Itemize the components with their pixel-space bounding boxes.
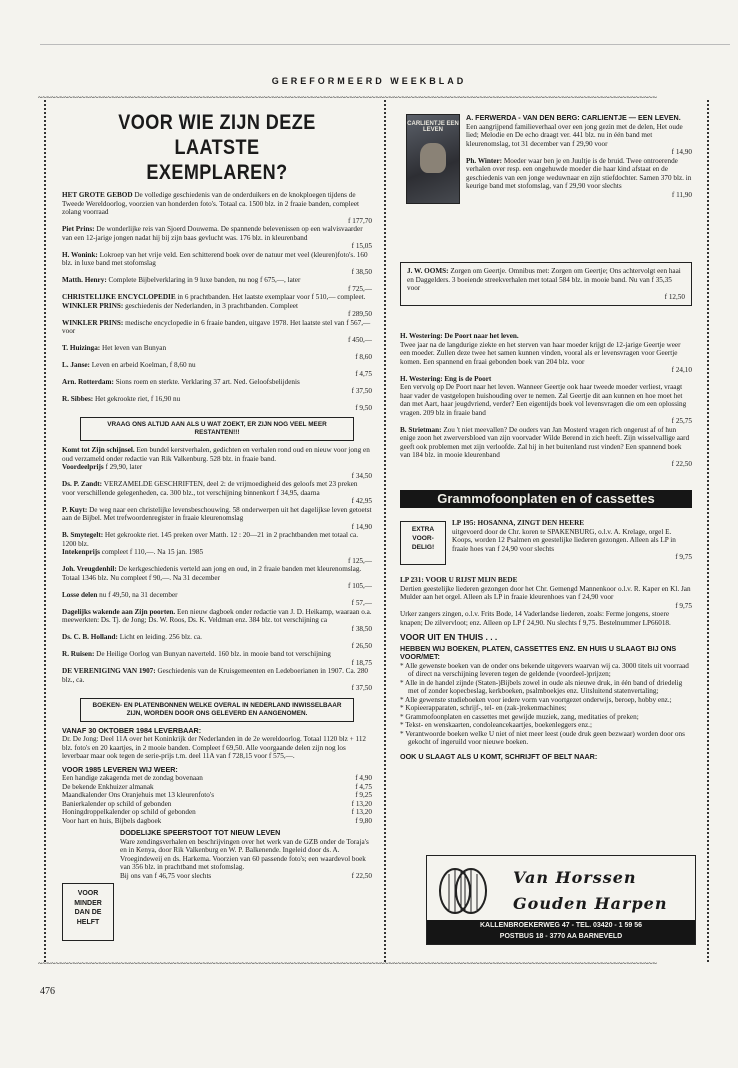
entry-price: f 37,50 xyxy=(351,386,372,395)
lp195-heading: LP 195: HOSANNA, ZINGT DEN HEERE xyxy=(452,519,585,527)
dodelijke-price: f 22,50 xyxy=(351,871,372,880)
voor1985-list xyxy=(62,774,372,825)
catalog-entry: Piet Prins: De wonderlijke reis van Sjoerd Douwema. De spannende belevenissen op een walvisvaarder van een 12-jarige jongen nadat hij bij zijn baas gevlucht was. 176 blz. in kleurenband xyxy=(62,225,363,242)
ferwerda-text: Een aangrijpend familieverhaal over een jong gezin met de delen, Het oude lied; Melodie en De echo draagt ver. 441 blz. nu in één band met kleurenomslag, tot 31 december van f 29,90 voor xyxy=(466,122,683,148)
service-bullet: * Grammofoonplaten en cassettes met gewijde muziek, zang, meditaties of preken; xyxy=(400,712,639,721)
right-border xyxy=(707,100,709,962)
ferwerda-price: f 14,90 xyxy=(671,148,692,156)
entry-price: f 14,90 xyxy=(351,522,372,531)
left-column xyxy=(62,112,372,880)
calendar-item: Een handige zakagenda met de zondag bovenaan f 4,90 xyxy=(62,774,372,782)
left-entries-2 xyxy=(62,446,372,693)
entry-price: f 4,75 xyxy=(355,369,372,378)
entry-price: f 34,50 xyxy=(351,471,372,480)
service-bullet: * Alle in de handel zijnde (Staten-)Bijbels zowel in oude als nieuwe druk, in één band of driedelig met of zonder kopecbeslag, kerkboeken, psalmboekjes enz. Uitsluitend statenvertaling; xyxy=(400,678,683,695)
ooms-text: Zorgen om Geertje. Omnibus met: Zorgen om Geertje; Ons achtervolgt een haai en Daggelders. 3 boeiende streekverhalen met totaal 584 blz. in mooie band. Nu van f 35,35 voor xyxy=(407,267,681,292)
service-bullet: * Verantwoorde boeken welke U niet of niet meer leest (oude druk geen bezwaar) worden door ons gekocht of ingeruild voor nieuwe boeken. xyxy=(400,729,685,746)
catalog-entry: P. Kuyt: De weg naar een christelijke levensbeschouwing. 58 onderwerpen uit het dagelijkse leven getoetst aan de Bijbel. Met trefwoordenregister in fraaie kleurenomslag xyxy=(62,505,372,522)
hebben-heading: HEBBEN WIJ BOEKEN, PLATEN, CASSETTES ENZ. EN HUIS U SLAAGT BIJ ONS VOOR/MET: xyxy=(400,643,677,661)
catalog-entry: Dagelijks wakende aan Zijn poorten. Een nieuw dagboek onder redactie van J. D. Heikamp, waaraan o.a. meewerkten: Ds. Tj. de Jong; Ds. W. Roos, Ds. K. Veldman enz. 384 blz. tot verschijning ca xyxy=(62,607,372,624)
lp195-text: uitgevoerd door de Chr. koren te SPAKENBURG, o.l.v. A. Krelage, orgel E. Koops, worden 12 Psalmen en geestelijke liederen gezongen. Alleen als LP in fraaie hoes van f 24,90 voor slechts xyxy=(452,527,676,553)
catalog-entry: Intekenprijs compleet f 110,—. Na 15 jan. 1985 xyxy=(62,548,204,556)
lp231-text: Dertien geestelijke liederen gezongen door het Chr. Gemengd Mannenkoor o.l.v. R. Kaper en Kl. Jan Mulder aan het orgel. Alleen als LP in fraaie kleurenhoes van f 24,90 voor xyxy=(400,584,691,601)
catalog-entry: Joh. Vreugdenhil: De kerkgeschiedenis verteld aan jong en oud, in 2 fraaie banden met kleurenomslag. Totaal 1346 blz. Nu compleet f 90,—. Na 31 december xyxy=(62,565,362,582)
cover-title: CARLIENTJE EEN LEVEN xyxy=(407,121,459,133)
catalog-entry: WINKLER PRINS: medische encyclopedie in 6 fraaie banden, uitgave 1978. Het laatste stel van f 567,— voor xyxy=(62,318,371,335)
entry-price: f 15,05 xyxy=(351,242,372,250)
westering2-price: f 25,75 xyxy=(671,417,692,425)
catalog-entry: Voordeelprijs f 29,90, later xyxy=(62,463,143,471)
ook-heading: OOK U SLAAGT ALS U KOMT, SCHRIJFT OF BELT NAAR: xyxy=(400,751,598,761)
urker-text: Urker zangers zingen, o.l.v. Frits Bode, 14 Vaderlandse liederen, zoals: Ferme jongens, stoere knapen; De zilvervloot; enz. Alleen op LP f 24,90. Nu slechts f 9,75. Bestelnummer LP66018. xyxy=(400,610,671,627)
catalog-entry: R. Sibbes: Het gekrookte riet, f 16,90 nu xyxy=(62,395,181,403)
service-bullet: * Alle gewenste boeken van de onder ons bekende uitgevers waarvan wij ca. 3000 titels uit voorraad of direct na verschijning leveren tegen de geldende (voordeel-)prijzen; xyxy=(400,661,689,678)
entry-price: f 42,95 xyxy=(351,497,372,505)
shop-logo-box xyxy=(426,855,696,945)
winter-price: f 11,90 xyxy=(671,190,692,199)
calendar-item: Honingdroppelkalender op schild of gebonden f 13,20 xyxy=(62,808,372,816)
lp231-price: f 9,75 xyxy=(675,601,692,610)
calendar-item: Voor hart en huis, Bijbels dagboek f 9,80 xyxy=(62,816,372,825)
column-divider xyxy=(384,100,386,962)
entry-price: f 37,50 xyxy=(351,684,372,692)
harp-icon xyxy=(435,864,491,922)
strietman-name: B. Strietman: xyxy=(400,425,442,434)
ooms-box xyxy=(400,262,692,306)
vanaf-heading: VANAF 30 OKTOBER 1984 LEVERBAAR: xyxy=(62,725,202,735)
records-block xyxy=(400,576,692,761)
ooms-price: f 12,50 xyxy=(664,292,685,301)
dodelijke-price-row xyxy=(120,872,372,881)
catalog-entry: DE VERENIGING VAN 1907: Geschiedenis van de Kruisgemeenten en Ledeboerianen in 1907. Ca. 280 blz., ca. xyxy=(62,667,369,684)
service-bullet: * Alle gewenste studieboeken voor iedere vorm van voortgezet onderwijs, beroep, hobby enz.; xyxy=(400,695,672,704)
page-number: 476 xyxy=(40,986,55,997)
entry-price: f 8,60 xyxy=(355,352,372,361)
winter-text: Ph. Winter: Moeder waar ben je en Juultje is de bruid. Twee ontroerende verhalen over resp. een ongehuwde moeder die haar kind afstaat en de geschiedenis van een jonge weduwnaar en zijn stiefdochter. Samen 370 blz. in keurige band met stofomslag, van f 29,90 voor slechts xyxy=(466,156,692,190)
bottom-border: ~~~~~~~~~~~~~~~~~~~~~~~~~~~~~~~~~~~~~~~~~~~~~~~~~~~~~~~~~~~~~~~~~~~~~~~~~~~~~~~~~~~~~~~~~~~~~~~~~~~~~~~~~~~~~~~~~~~~~~~~~~~~~~~~~~~~~~~~~~~~~~~ xyxy=(38,960,657,967)
lp195-price: f 9,75 xyxy=(675,553,692,561)
dodelijke-price-text: Bij ons van f 46,75 voor slechts xyxy=(120,871,212,880)
top-rule xyxy=(40,44,730,45)
lp231-heading: LP 231: VOOR U RIJST MIJN BEDE xyxy=(400,576,518,584)
ferwerda-block xyxy=(466,114,692,199)
calendar-item: De bekende Enkhuizer almanak f 4,75 xyxy=(62,782,372,791)
catalog-entry: H. Wonink: Lokroep van het vrije veld. Een schitterend boek over de natuur met veel (kleuren)foto's. 160 blz. in luxe band met stofomslag xyxy=(62,250,368,267)
voor-uit-heading: VOOR UIT EN THUIS . . . xyxy=(400,632,498,642)
dodelijke-block xyxy=(120,829,372,880)
entry-price: f 450,— xyxy=(348,335,372,344)
notice-restanten: VRAAG ONS ALTIJD AAN ALS U WAT ZOEKT, ER ZIJN NOG VEEL MEER RESTANTEN!!! xyxy=(80,417,354,441)
catalog-entry: L. Janse: Leven en arbeid Koelman, f 8,60 nu xyxy=(62,361,196,369)
entry-price: f 125,— xyxy=(348,556,372,565)
calendar-item: Banierkalender op schild of gebonden f 13,20 xyxy=(62,799,372,808)
book-cover-image xyxy=(406,114,460,204)
catalog-entry: Matth. Henry: Complete Bijbelverklaring in 9 luxe banden, nu nog f 675,—, later xyxy=(62,276,301,284)
entry-price: f 38,50 xyxy=(351,267,372,276)
logo-name-1: Van Horssen xyxy=(513,868,637,887)
notice-bonnen: BOEKEN- EN PLATENBONNEN WELKE OVERAL IN NEDERLAND INWISSELBAAR ZIJN, WORDEN DOOR ONS GELEVERD EN AANGENOMEN. xyxy=(80,698,354,722)
vanaf-text: Dr. De Jong: Deel 11A over het Koninkrijk der Nederlanden in de 2e wereldoorlog. Totaal 1120 blz + 112 blz. foto's en 20 kaartjes, in 2 mooie banden. Compleet f 69,50. Alle voorgaande delen zijn nog los leverbaar maar ook tegen de serie-prijs t.m. deel 11A van f 728,15 voor f 575,—. xyxy=(62,735,367,760)
catalog-entry: WINKLER PRINS: geschiedenis der Nederlanden, in 3 prachtbanden. Compleet xyxy=(62,301,298,310)
left-entries xyxy=(62,191,372,412)
catalog-entry: T. Huizinga: Het leven van Bunyan xyxy=(62,344,167,352)
catalog-entry: Ds. C. B. Holland: Licht en leiding. 256 blz. ca. xyxy=(62,633,202,641)
westering-block xyxy=(400,332,692,468)
entry-price: f 38,50 xyxy=(351,624,372,633)
catalog-entry: HET GROTE GEBOD De volledige geschiedenis van de onderduikers en de knokploegen tijdens de Tweede Wereldoorlog, voorzien van honderden foto's. Totaal ca. 1500 blz. in 2 fraaie banden, compleet zolang voorraad xyxy=(62,191,360,216)
ooms-heading: J. W. OOMS: xyxy=(407,267,449,275)
dodelijke-heading: DODELIJKE SPEERSTOOT TOT NIEUW LEVEN xyxy=(120,828,281,837)
catalog-entry: Komt tot Zijn schijnsel. Een bundel kerstverhalen, gedichten en verhalen rond oud en nieuw voor jong en oud verzameld onder redactie van Rik Valkenburg. 528 blz. in fraaie band. xyxy=(62,446,370,463)
services-list xyxy=(400,662,692,747)
westering2-heading: H. Westering: Eng is de Poort xyxy=(400,374,492,383)
catalog-entry: Arn. Rotterdam: Sions roem en sterkte. Verklaring 37 art. Ned. Geloofsbelijdenis xyxy=(62,378,300,386)
headline: VOOR WIE ZIJN DEZE LAATSTE EXEMPLAREN? xyxy=(118,111,316,184)
left-border xyxy=(44,100,46,962)
catalog-entry: Ds. P. Zandt: VERZAMELDE GESCHRIFTEN, deel 2: de vrijmoedigheid des geloofs met 23 preken voor verschillende gelegenheden, ca. 300 blz., tot verschijning binnenkort f 34,95, daarna xyxy=(62,480,358,497)
entry-price: f 105,— xyxy=(348,582,372,590)
westering1-heading: H. Westering: De Poort naar het leven. xyxy=(400,332,519,340)
voor-minder-box: VOOR MINDER DAN DE HELFT xyxy=(62,883,114,941)
service-bullet: * Kopieerapparaten, schrijf-, tel- en (zak-)rekenmachines; xyxy=(400,704,567,712)
catalog-entry: CHRISTELIJKE ENCYCLOPEDIE in 6 prachtbanden. Het laatste exemplaar voor f 510,— compleet. xyxy=(62,293,366,301)
entry-price: f 57,— xyxy=(351,599,372,607)
service-bullet: * Tekst- en wenskaarten, condoleancekaartjes, boekenleggers enz.; xyxy=(400,721,592,729)
entry-price: f 18,75 xyxy=(351,658,372,667)
cover-portrait xyxy=(420,143,446,173)
catalog-entry: Losse delen nu f 49,50, na 31 december xyxy=(62,590,178,599)
voor1985-heading: VOOR 1985 LEVEREN WIJ WEER: xyxy=(62,764,178,774)
lp195-block xyxy=(452,519,692,562)
grammofoon-banner: Grammofoonplaten en of cassettes xyxy=(400,490,692,508)
entry-price: f 26,50 xyxy=(351,641,372,650)
calendar-item: Maandkalender Ons Oranjehuis met 13 kleurenfoto's f 9,25 xyxy=(62,791,372,799)
catalog-entry: B. Smytegelt: Het gekrookte riet. 145 preken over Matth. 12 : 20—21 in 2 prachtbanden met totaal ca. 1200 blz. xyxy=(62,531,359,548)
westering1-text: Twee jaar na de langdurige ziekte en het sterven van haar moeder krijgt de 12-jarige Geertje weer een moeder. Zullen deze twee het samen kunnen vinden, vooral als er levensvragen voor Geertje komen. Een spannend en fraai gebonden boek van 204 blz. voor xyxy=(400,340,681,366)
logo-name-2: Gouden Harpen xyxy=(513,894,668,913)
westering1-price: f 24,10 xyxy=(671,366,692,374)
ferwerda-heading: A. FERWERDA - VAN DEN BERG: CARLIENTJE — EEN LEVEN. xyxy=(466,113,681,122)
entry-price: f 289,50 xyxy=(348,310,372,318)
catalog-entry: R. Ruisen: De Heilige Oorlog van Bunyan naverteld. 160 blz. in mooie band tot verschijning xyxy=(62,650,331,658)
entry-price: f 177,70 xyxy=(348,216,372,225)
entry-price: f 9,50 xyxy=(355,403,372,412)
logo-address: KALLENBROEKERWEG 47 - TEL. 03420 - 1 59 56 POSTBUS 18 - 3770 AA BARNEVELD xyxy=(427,920,695,944)
extra-voordelig-box: EXTRA VOOR- DELIG! xyxy=(400,521,446,565)
masthead: GEREFORMEERD WEEKBLAD xyxy=(271,76,467,86)
dodelijke-text: Ware zendingsverhalen en beschrijvingen over het werk van de GZB onder de Toraja's en in Kenya, door Rik Valkenburg en W. P. Balkenende. Ingeleid door ds. A. Vroegindeweij en ds. Harkema. Voorzien van 60 passende foto's; een waardevol boek van 356 blz. in prachtband met stofomslag. xyxy=(120,837,369,871)
strietman-text: Zou 't niet meevallen? De ouders van Jan Mosterd vragen rich ongerust af of hun enige zoon het zwerversbloed van zijn voorvader Wilde Berend in zich heeft. Zijn wisselvallige aard geeft ook problemen met zijn verloofde. Zal hij in het buitenland rust vinden? Een spannend boek van 184 blz. in mooie kleurenband xyxy=(400,425,690,459)
top-border: ~~~~~~~~~~~~~~~~~~~~~~~~~~~~~~~~~~~~~~~~~~~~~~~~~~~~~~~~~~~~~~~~~~~~~~~~~~~~~~~~~~~~~~~~~~~~~~~~~~~~~~~~~~~~~~~~~~~~~~~~~~~~~~~~~~~~~~~~~~~~~~~ xyxy=(38,94,657,101)
strietman-price: f 22,50 xyxy=(671,459,692,468)
entry-price: f 725,— xyxy=(348,284,372,293)
westering2-text: Een vervolg op De Poort naar het leven. Wanneer Geertje ook haar tweede moeder verliest, vraagt haar vader de vastgelopen huishouding over te nemen. Zal Geertje dit aan kunnen en hoe moet het dan met Aart, haar jeugdvriend, verder? Een eigentijds boek vol levensvragen die om een oplossing vragen. 209 blz in fraaie band xyxy=(400,383,687,417)
